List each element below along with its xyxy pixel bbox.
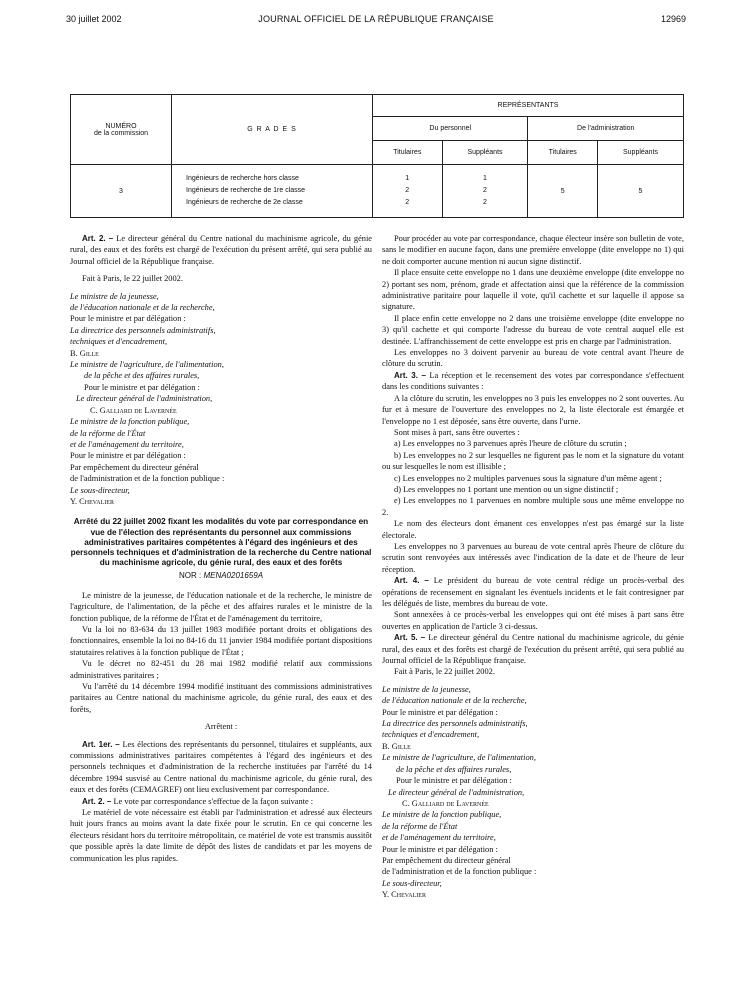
page-header [66, 14, 686, 28]
list-item: b) Les enveloppes no 2 sur lesquelles ne figurent pas le nom et la signature du votant ou sur lesquelles le nom est illisible ; [382, 450, 684, 472]
article-text: Les élections des représentants du personnel, titulaires et suppléants, aux commissions administratives paritaires compétentes à l'égard des ingénieurs et des personnels techniques et d'administration de la recherche instituées par l'arrêté du 14 décembre 1994 susvisé au Centre national du machinisme agricole, du génie rural, des eaux et des forêts (CEMAGREF) ont lieu exclusivement par correspondance. [70, 739, 373, 795]
signature-line: de l'éducation nationale et de la recherche, [382, 696, 527, 706]
grade-item: Ingénieurs de recherche de 2e classe [186, 199, 303, 206]
list-item: c) Les enveloppes no 2 multiples parvenues sous la signature d'un même agent ; [394, 473, 662, 483]
arretent-heading: Arrêtent : [204, 722, 238, 732]
representatives-table [70, 94, 684, 218]
value: 2 [483, 187, 487, 194]
th-adm-suppleants: Suppléants [598, 141, 684, 165]
paragraph: Les enveloppes no 3 parvenues au bureau de vote central après l'heure de clôture du scrutin sont renvoyées aux intéressés avec l'indication de la date et de l'heure de leur réception. [382, 541, 684, 574]
signature-line: Pour le ministre et par délégation : [396, 776, 512, 786]
value: 2 [405, 187, 410, 194]
signature-line: de la pêche et des affaires rurales, [84, 371, 200, 381]
th-adm-titulaires: Titulaires [528, 141, 598, 165]
signature-line: Pour le ministre et par délégation : [70, 451, 186, 461]
cell-adm-titulaires: 5 [528, 165, 598, 218]
nor-label: NOR : [178, 571, 202, 581]
article-label: Art. 5. – [394, 633, 426, 643]
article-label: Art. 4. – [394, 576, 429, 586]
signature-line: et de l'aménagement du territoire, [382, 833, 496, 843]
table-row [71, 165, 684, 218]
grade-item: Ingénieurs de recherche hors classe [186, 175, 299, 182]
signature-line: Le ministre de l'agriculture, de l'alimentation, [70, 360, 224, 370]
th-pers-titulaires: Titulaires [373, 141, 443, 165]
signature-line: Le ministre de la fonction publique, [70, 417, 190, 427]
signature-line: Par empêchement du directeur général [382, 855, 511, 865]
th-grades: G R A D E S [172, 95, 373, 165]
header-date: 30 juillet 2002 [66, 14, 122, 24]
signatory-name: B. Gille [382, 741, 411, 751]
signature-line: Le directeur général de l'administration, [388, 787, 525, 797]
article-label: Art. 2. – [82, 796, 112, 806]
list-item: d) Les enveloppes no 1 portant une mention ou un signe distinctif ; [394, 484, 619, 494]
paragraph: Sont annexées à ce procès-verbal les enveloppes qui ont été mises à part sans être ouvertes en application de l'article 3 ci-dessus. [382, 610, 684, 631]
signature-line: Le ministre de la jeunesse, [70, 291, 159, 301]
article-label: Art. 1er. – [82, 739, 120, 749]
signature-line: Le sous-directeur, [70, 485, 130, 495]
signature-line: Pour le ministre et par délégation : [70, 314, 186, 324]
cell-adm-suppleants: 5 [598, 165, 684, 218]
signature-line: de l'éducation nationale et de la recherche, [70, 303, 215, 313]
list-item: a) Les enveloppes no 3 parvenues après l'heure de clôture du scrutin ; [394, 439, 627, 449]
cell-pers-titulaires [373, 165, 443, 218]
signature-line: de la réforme de l'État [382, 821, 458, 831]
article-2b [70, 796, 372, 807]
cell-grades [172, 165, 373, 218]
signature-line: La directrice des personnels administratifs, [70, 325, 216, 335]
paragraph: Sont mises à part, sans être ouvertes : [394, 427, 520, 437]
value: 1 [483, 175, 487, 182]
signature-line: Le ministre de la jeunesse, [382, 684, 471, 694]
left-column [70, 233, 372, 864]
paragraph: A la clôture du scrutin, les enveloppes no 3 puis les enveloppes no 2 sont ouvertes. Au fur et à mesure de l'ouverture des enveloppes no 2, la liste électorale est émargée et l'enveloppe no 1 est déposée, sans être ouverte, dans l'urne. [382, 393, 684, 426]
paragraph: Vu la loi no 83-634 du 13 juillet 1983 modifiée portant droits et obligations des fonctionnaires, ensemble la loi no 84-16 du 11 janvier 1984 modifiée portant dispositions statutaires relatives à la fonction publique de l'État ; [70, 624, 372, 657]
signatory-name: C. Galliard de Lavernée [90, 405, 177, 415]
paragraph: Il place enfin cette enveloppe no 2 dans une troisième enveloppe (dite enveloppe no 3) qu'il cachette et qui comporte l'adresse du bureau de vote central auquel elle est destinée. L'affranchissement de cette enveloppe est pris en charge par l'administration. [382, 313, 684, 346]
article-4 [382, 575, 684, 609]
th-pers-suppleants: Suppléants [442, 141, 528, 165]
signature-line: Pour le ministre et par délégation : [382, 707, 498, 717]
article-2 [70, 233, 372, 267]
article-1 [70, 739, 372, 796]
signature-line: La directrice des personnels administratifs, [382, 719, 528, 729]
fait-a-paris: Fait à Paris, le 22 juillet 2002. [82, 274, 183, 284]
signature-line: techniques et d'encadrement, [70, 337, 168, 347]
article-text: Le vote par correspondance s'effectue de la façon suivante : [113, 796, 314, 806]
article-label: Art. 2. – [82, 234, 114, 243]
article-3 [382, 370, 684, 393]
fait-a-paris: Fait à Paris, le 22 juillet 2002. [394, 667, 495, 677]
th-commission-number: NUMÉRO de la commission [71, 95, 172, 165]
signature-line: Par empêchement du directeur général [70, 462, 199, 472]
nor-reference [70, 570, 372, 581]
cell-pers-suppleants [442, 165, 528, 218]
article-text: Le président du bureau de vote central rédige un procès-verbal des opérations de recensement en signalant les éventuels incidents et le fait contresigner par les délégués de liste, membres du bureau de vote. [382, 576, 685, 608]
article-label: Art. 3. – [394, 370, 426, 380]
nor-value: MENA0201659A [203, 571, 264, 581]
paragraph: Il place ensuite cette enveloppe no 1 dans une deuxième enveloppe (dite enveloppe no 2) portant ses nom, prénom, grade et affectation ainsi que la référence de la commission administrative paritaire pour laquelle il vote, qu'il cachette et sur laquelle il appose sa signature. [382, 268, 684, 312]
signature-line: de l'administration et de la fonction publique : [70, 474, 225, 484]
paragraph: Vu le décret no 82-451 du 28 mai 1982 modifié relatif aux commissions administratives paritaires ; [70, 659, 372, 680]
paragraph: Les enveloppes no 3 doivent parvenir au bureau de vote central avant l'heure de clôture du scrutin. [382, 348, 684, 369]
paragraph: Le nom des électeurs dont émanent ces enveloppes n'est pas émargé sur la liste électorale. [382, 519, 684, 540]
signature-line: Le ministre de la fonction publique, [382, 810, 502, 820]
signature-line: Pour le ministre et par délégation : [382, 844, 498, 854]
header-title: JOURNAL OFFICIEL DE LA RÉPUBLIQUE FRANÇAISE [258, 14, 494, 24]
signature-line: de la réforme de l'État [70, 428, 146, 438]
article-text: La réception et le recensement des votes par correspondance s'effectuent dans les conditions suivantes : [382, 370, 685, 392]
paragraph: Pour procéder au vote par correspondance, chaque électeur insère son bulletin de vote, sans le modifier en aucune façon, dans une première enveloppe (dite enveloppe no 1) qui ne doit comporter aucune mention ni aucun signe distinctif. [382, 234, 684, 266]
signature-line: de la pêche et des affaires rurales, [396, 764, 512, 774]
paragraph: Le matériel de vote nécessaire est établi par l'administration et adressé aux électeurs huit jours francs au moins avant la date fixée pour le scrutin. En ce qui concerne les électeurs résidant hors du territoire métropolitain, ce matériel de vote est transmis aussitôt que possible après la date limite de dépôt des listes de candidats et par les moyens de communication les plus rapides. [70, 808, 372, 863]
signatory-name: C. Galliard de Lavernée [402, 798, 489, 808]
right-column [382, 233, 684, 901]
arrete-title: Arrêté du 22 juillet 2002 fixant les modalités du vote par correspondance en vue de l'élection des représentants du personnel aux commissions administratives paritaires compétentes à l'égard des ingénieurs et des personnels techniques et d'administration de la recherche du Centre national du machinisme agricole, du génie rural, des eaux et des forêts [70, 517, 372, 568]
signature-line: de l'administration et de la fonction publique : [382, 867, 537, 877]
signatory-name: Y. Chevalier [70, 496, 114, 506]
value: 2 [405, 199, 410, 206]
signature-line: techniques et d'encadrement, [382, 730, 480, 740]
value: 1 [405, 175, 410, 182]
article-text: Le directeur général du Centre national du machinisme agricole, du génie rural, des eaux et des forêts est chargé de l'exécution du présent arrêté, qui sera publié au Journal officiel de la République française. [382, 633, 685, 666]
cell-commission-number: 3 [71, 165, 172, 218]
article-5 [382, 632, 684, 666]
th-representants: REPRÉSENTANTS [373, 95, 684, 117]
signature-line: Pour le ministre et par délégation : [84, 382, 200, 392]
th-de-l-administration: De l'administration [528, 117, 684, 141]
paragraph: Vu l'arrêté du 14 décembre 1994 modifié instituant des commissions administratives paritaires au Centre national du machinisme agricole, du génie rural, des eaux et des forêts, [70, 682, 372, 714]
signature-line: Le ministre de l'agriculture, de l'alimentation, [382, 753, 536, 763]
signature-line: et de l'aménagement du territoire, [70, 439, 184, 449]
header-page-number: 12969 [660, 14, 686, 24]
list-item: e) Les enveloppes no 1 parvenues en nombre multiple sous une même enveloppe no 2. [382, 496, 684, 517]
th-du-personnel: Du personnel [373, 117, 528, 141]
signature-line: Le directeur général de l'administration, [76, 394, 213, 404]
signature-line: Le sous-directeur, [382, 878, 442, 888]
signatory-name: Y. Chevalier [382, 890, 426, 900]
article-text: Le directeur général du Centre national du machinisme agricole, du génie rural, des eaux et des forêts est chargé de l'exécution du présent arrêté, qui sera publié au Journal officiel de la République française. [70, 234, 373, 266]
grade-item: Ingénieurs de recherche de 1re classe [186, 187, 306, 194]
paragraph: Le ministre de la jeunesse, de l'éducation nationale et de la recherche, le ministre de l'agriculture, de l'alimentation, de la pêche et des affaires rurales et le ministre de la fonction publique, de la réforme de l'État et de l'aménagement du territoire, [70, 590, 372, 623]
signatory-name: B. Gille [70, 348, 99, 358]
value: 2 [483, 199, 487, 206]
